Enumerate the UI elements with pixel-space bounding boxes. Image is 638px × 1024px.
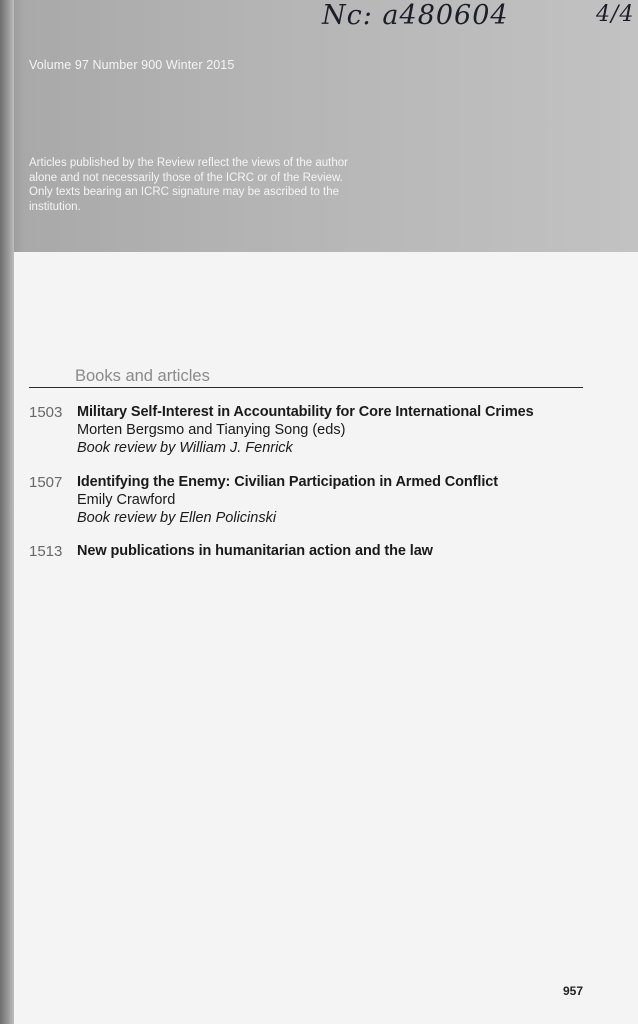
book-spine-shadow [0,0,14,1024]
toc-author: Morten Bergsmo and Tianying Song (eds) [77,422,346,438]
toc-page-number: 1503 [29,404,63,421]
toc-entry[interactable] [29,404,589,462]
show-through-text [28,290,584,309]
disclaimer-text: Articles published by the Review reflect the views of the author alone and not necessarily those of the ICRC or of the Review. Only texts bearing an ICRC signature may be ascribed to the institution. [29,157,348,213]
toc-title[interactable]: Military Self-Interest in Accountability for Core International Crimes [77,404,534,420]
toc-reviewer: Book review by William J. Fenrick [77,440,293,456]
toc-title[interactable]: Identifying the Enemy: Civilian Participation in Armed Conflict [77,474,498,490]
toc-page-number: 1513 [29,543,63,560]
toc-reviewer: Book review by Ellen Policinski [77,510,277,526]
toc-title[interactable]: New publications in humanitarian action and the law [77,543,433,559]
toc-author: Emily Crawford [77,492,176,508]
toc-page-number: 1507 [29,474,63,491]
header-band [0,0,638,252]
toc-entry[interactable] [29,543,589,565]
toc-entry[interactable] [29,474,589,532]
page-number: 957 [563,984,584,998]
section-heading: Books and articles [75,367,210,385]
section-rule [29,387,583,388]
issue-line: Volume 97 Number 900 Winter 2015 [29,58,235,72]
handwritten-reference: Nc: a480604 [322,0,509,31]
handwritten-page-mark: 4/4 [596,2,635,27]
